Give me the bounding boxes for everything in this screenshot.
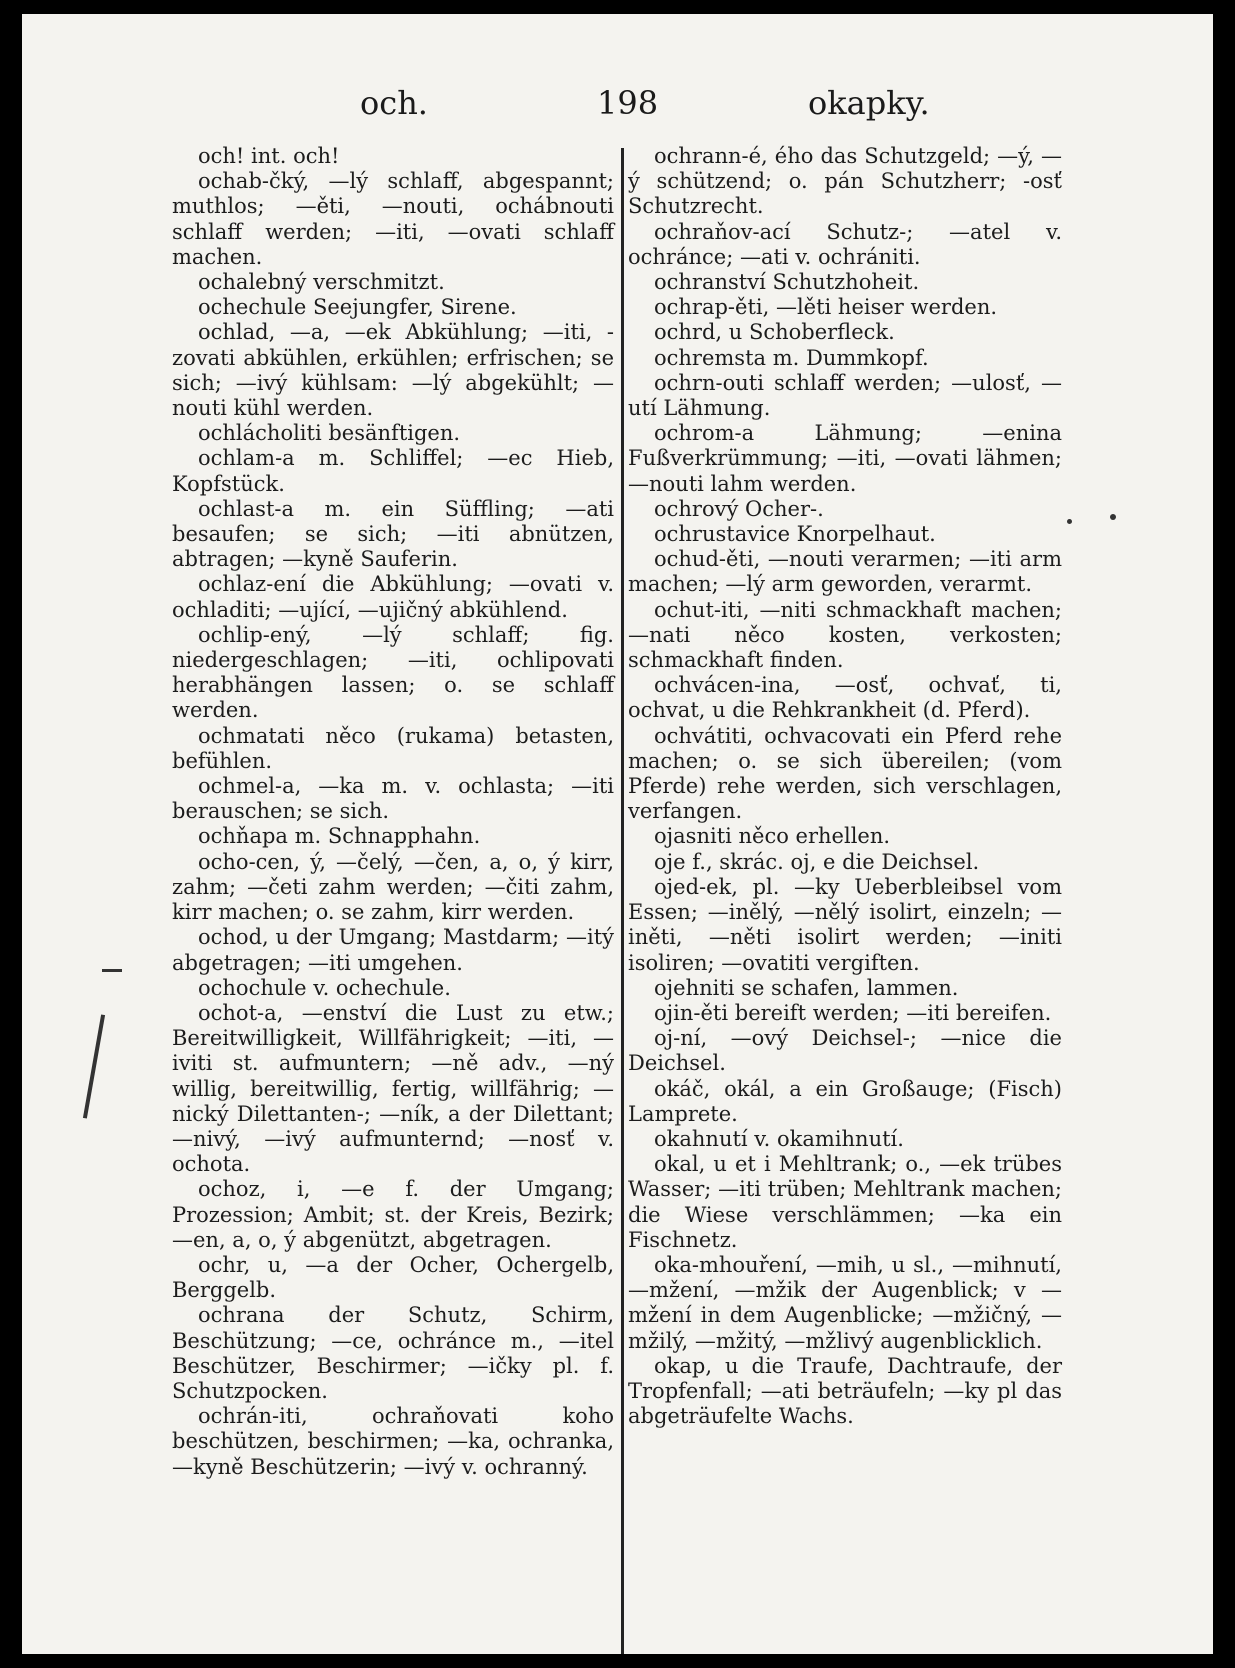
dictionary-entry: ochud-ěti, —nouti verarmen; —iti arm machen; —lý arm geworden, verarmt.: [628, 547, 1062, 597]
margin-pencil-mark: [83, 1014, 105, 1118]
dictionary-entry: ochvátiti, ochvacovati ein Pferd rehe machen; o. se sich übereilen; (vom Pferde) rehe werden, sich verschlagen, verfangen.: [628, 723, 1062, 824]
ink-speck: [1067, 519, 1072, 524]
dictionary-entry: ochrana der Schutz, Schirm, Beschützung; —ce, ochránce m., —itel Beschützer, Beschirmer; —ičky pl. f. Schutzpocken.: [172, 1303, 614, 1403]
dictionary-entry: ochechule Seejungfer, Sirene.: [198, 295, 517, 320]
dictionary-entry: ochranství Schutzhoheit.: [654, 270, 920, 295]
dictionary-entry: ojed-ek, pl. —ky Ueberbleibsel vom Essen; —inělý, —nělý isolirt, einzeln; —iněti, —něti isolirt werden; —initi isoliren; —ovatiti vergiften.: [628, 874, 1062, 975]
header-right-guideword: okapky.: [808, 84, 930, 122]
dictionary-entry: ochochule v. ochechule.: [198, 975, 451, 1000]
header-left-guideword: och.: [360, 84, 428, 122]
margin-pencil-mark: [102, 969, 122, 972]
dictionary-entry: ochrový Ocher-.: [654, 496, 824, 521]
running-header: [22, 84, 1213, 134]
dictionary-entry: ochab-čký, —lý schlaff, abgespannt; muthlos; —ěti, —nouti, ochábnouti schlaff werden; —iti, —ovati schlaff machen.: [172, 169, 614, 269]
dictionary-entry: ochot-a, —enství die Lust zu etw.; Bereitwilligkeit, Willfährigkeit; —iti, —iviti st. aufmuntern; —ně adv., —ný willig, bereitwillig, fertig, willfährig; —nický Dilettanten-; —ník, a der Dilettant; —nivý, —ivý aufmunternd; —nosť v. ochota.: [172, 1000, 614, 1177]
dictionary-entry: ochlácholiti besänftigen.: [198, 421, 461, 446]
dictionary-entry: ochňapa m. Schnapphahn.: [198, 824, 481, 849]
dictionary-entry: okáč, okál, a ein Großauge; (Fisch) Lamprete.: [628, 1076, 1062, 1126]
dictionary-entry: ochraňov-ací Schutz-; —atel v. ochránce; —ati v. ochrániti.: [628, 219, 1062, 269]
dictionary-entry: ochrán-iti, ochraňovati koho beschützen, beschirmen; —ka, ochranka, —kyně Beschützerin; —ivý v. ochranný.: [172, 1404, 614, 1479]
dictionary-entry: oje f., skrác. oj, e die Deichsel.: [654, 849, 980, 874]
dictionary-entry: ochrd, u Schoberfleck.: [654, 320, 895, 345]
dictionary-entry: ochlad, —a, —ek Abkühlung; —iti, -zovati abkühlen, erkühlen; erfrischen; se sich; —ivý kühlsam: —lý abgekühlt; —nouti kühl werden.: [172, 320, 614, 421]
dictionary-entry: ochrap-ěti, —lěti heiser werden.: [654, 295, 998, 320]
dictionary-entry: ochoz, i, —e f. der Umgang; Prozession; Ambit; st. der Kreis, Bezirk; —en, a, o, ý abgenützt, abgetragen.: [172, 1177, 614, 1252]
dictionary-entry: ojin-ěti bereift werden; —iti bereifen.: [654, 1000, 1052, 1025]
right-column: [628, 144, 1062, 1429]
dictionary-entry: ochmel-a, —ka m. v. ochlasta; —iti berauschen; se sich.: [172, 774, 614, 824]
column-divider: [621, 148, 624, 1654]
ink-speck: [1110, 514, 1116, 520]
dictionary-entry: ochrn-outi schlaff werden; —ulosť, —utí Lähmung.: [628, 370, 1062, 421]
dictionary-entry: ochrann-é, ého das Schutzgeld; —ý, —ý schützend; o. pán Schutzherr; -osť Schutzrecht.: [628, 144, 1062, 219]
left-column: [172, 144, 614, 1480]
dictionary-entry: ochrom-a Lähmung; —enina Fußverkrümmung; —iti, —ovati lähmen; —nouti lahm werden.: [628, 421, 1062, 496]
dictionary-entry: ochalebný verschmitzt.: [198, 270, 445, 295]
dictionary-entry: ochlip-ený, —lý schlaff; fig. niedergeschlagen; —iti, ochlipovati herabhängen lassen; o. se schlaff werden.: [172, 622, 614, 723]
dictionary-entry: ocho-cen, ý, —čelý, —čen, a, o, ý kirr, zahm; —četi zahm werden; —čiti zahm, kirr machen; o. se zahm, kirr werden.: [172, 849, 614, 925]
dictionary-entry: ochlam-a m. Schliffel; —ec Hieb, Kopfstück.: [172, 446, 614, 496]
dictionary-entry: oj-ní, —ový Deichsel-; —nice die Deichsel.: [628, 1026, 1062, 1076]
dictionary-entry: okahnutí v. okamihnutí.: [654, 1126, 904, 1151]
dictionary-entry: ochlaz-ení die Abkühlung; —ovati v. ochladiti; —ující, —ujičný abkühlend.: [172, 572, 614, 622]
dictionary-entry: ochvácen-ina, —osť, ochvať, ti, ochvat, u die Rehkrankheit (d. Pferd).: [628, 673, 1062, 723]
dictionary-page: [22, 14, 1213, 1654]
dictionary-entry: okal, u et i Mehltrank; o., —ek trübes Wasser; —iti trüben; Mehltrank machen; die Wiese verschlämmen; —ka ein Fischnetz.: [628, 1152, 1062, 1252]
dictionary-entry: och! int. och!: [198, 144, 340, 168]
dictionary-entry: ochod, u der Umgang; Mastdarm; —itý abgetragen; —iti umgehen.: [172, 925, 614, 975]
dictionary-entry: ojehniti se schafen, lammen.: [654, 975, 959, 1000]
dictionary-entry: ochmatati něco (rukama) betasten, befühlen.: [172, 723, 614, 773]
dictionary-entry: ochrustavice Knorpelhaut.: [654, 522, 936, 547]
dictionary-entry: ochlast-a m. ein Süffling; —ati besaufen; se sich; —iti abnützen, abtragen; —kyně Sauferin.: [172, 496, 614, 572]
dictionary-entry: ochr, u, —a der Ocher, Ochergelb, Berggelb.: [172, 1252, 614, 1303]
dictionary-entry: okap, u die Traufe, Dachtraufe, der Tropfenfall; —ati beträufeln; —ky pl das abgeträufelte Wachs.: [628, 1353, 1062, 1429]
dictionary-entry: ojasniti něco erhellen.: [654, 824, 891, 849]
page-number: 198: [597, 84, 659, 122]
dictionary-entry: oka-mhouření, —mih, u sl., —mihnutí, —mžení, —mžik der Augenblick; v —mžení in dem Augenblicke; —mžičný, —mžilý, —mžitý, —mžlivý augenblicklich.: [628, 1252, 1062, 1353]
dictionary-entry: ochremsta m. Dummkopf.: [654, 345, 929, 370]
dictionary-entry: ochut-iti, —niti schmackhaft machen; —nati něco kosten, verkosten; schmackhaft finden.: [628, 597, 1062, 673]
